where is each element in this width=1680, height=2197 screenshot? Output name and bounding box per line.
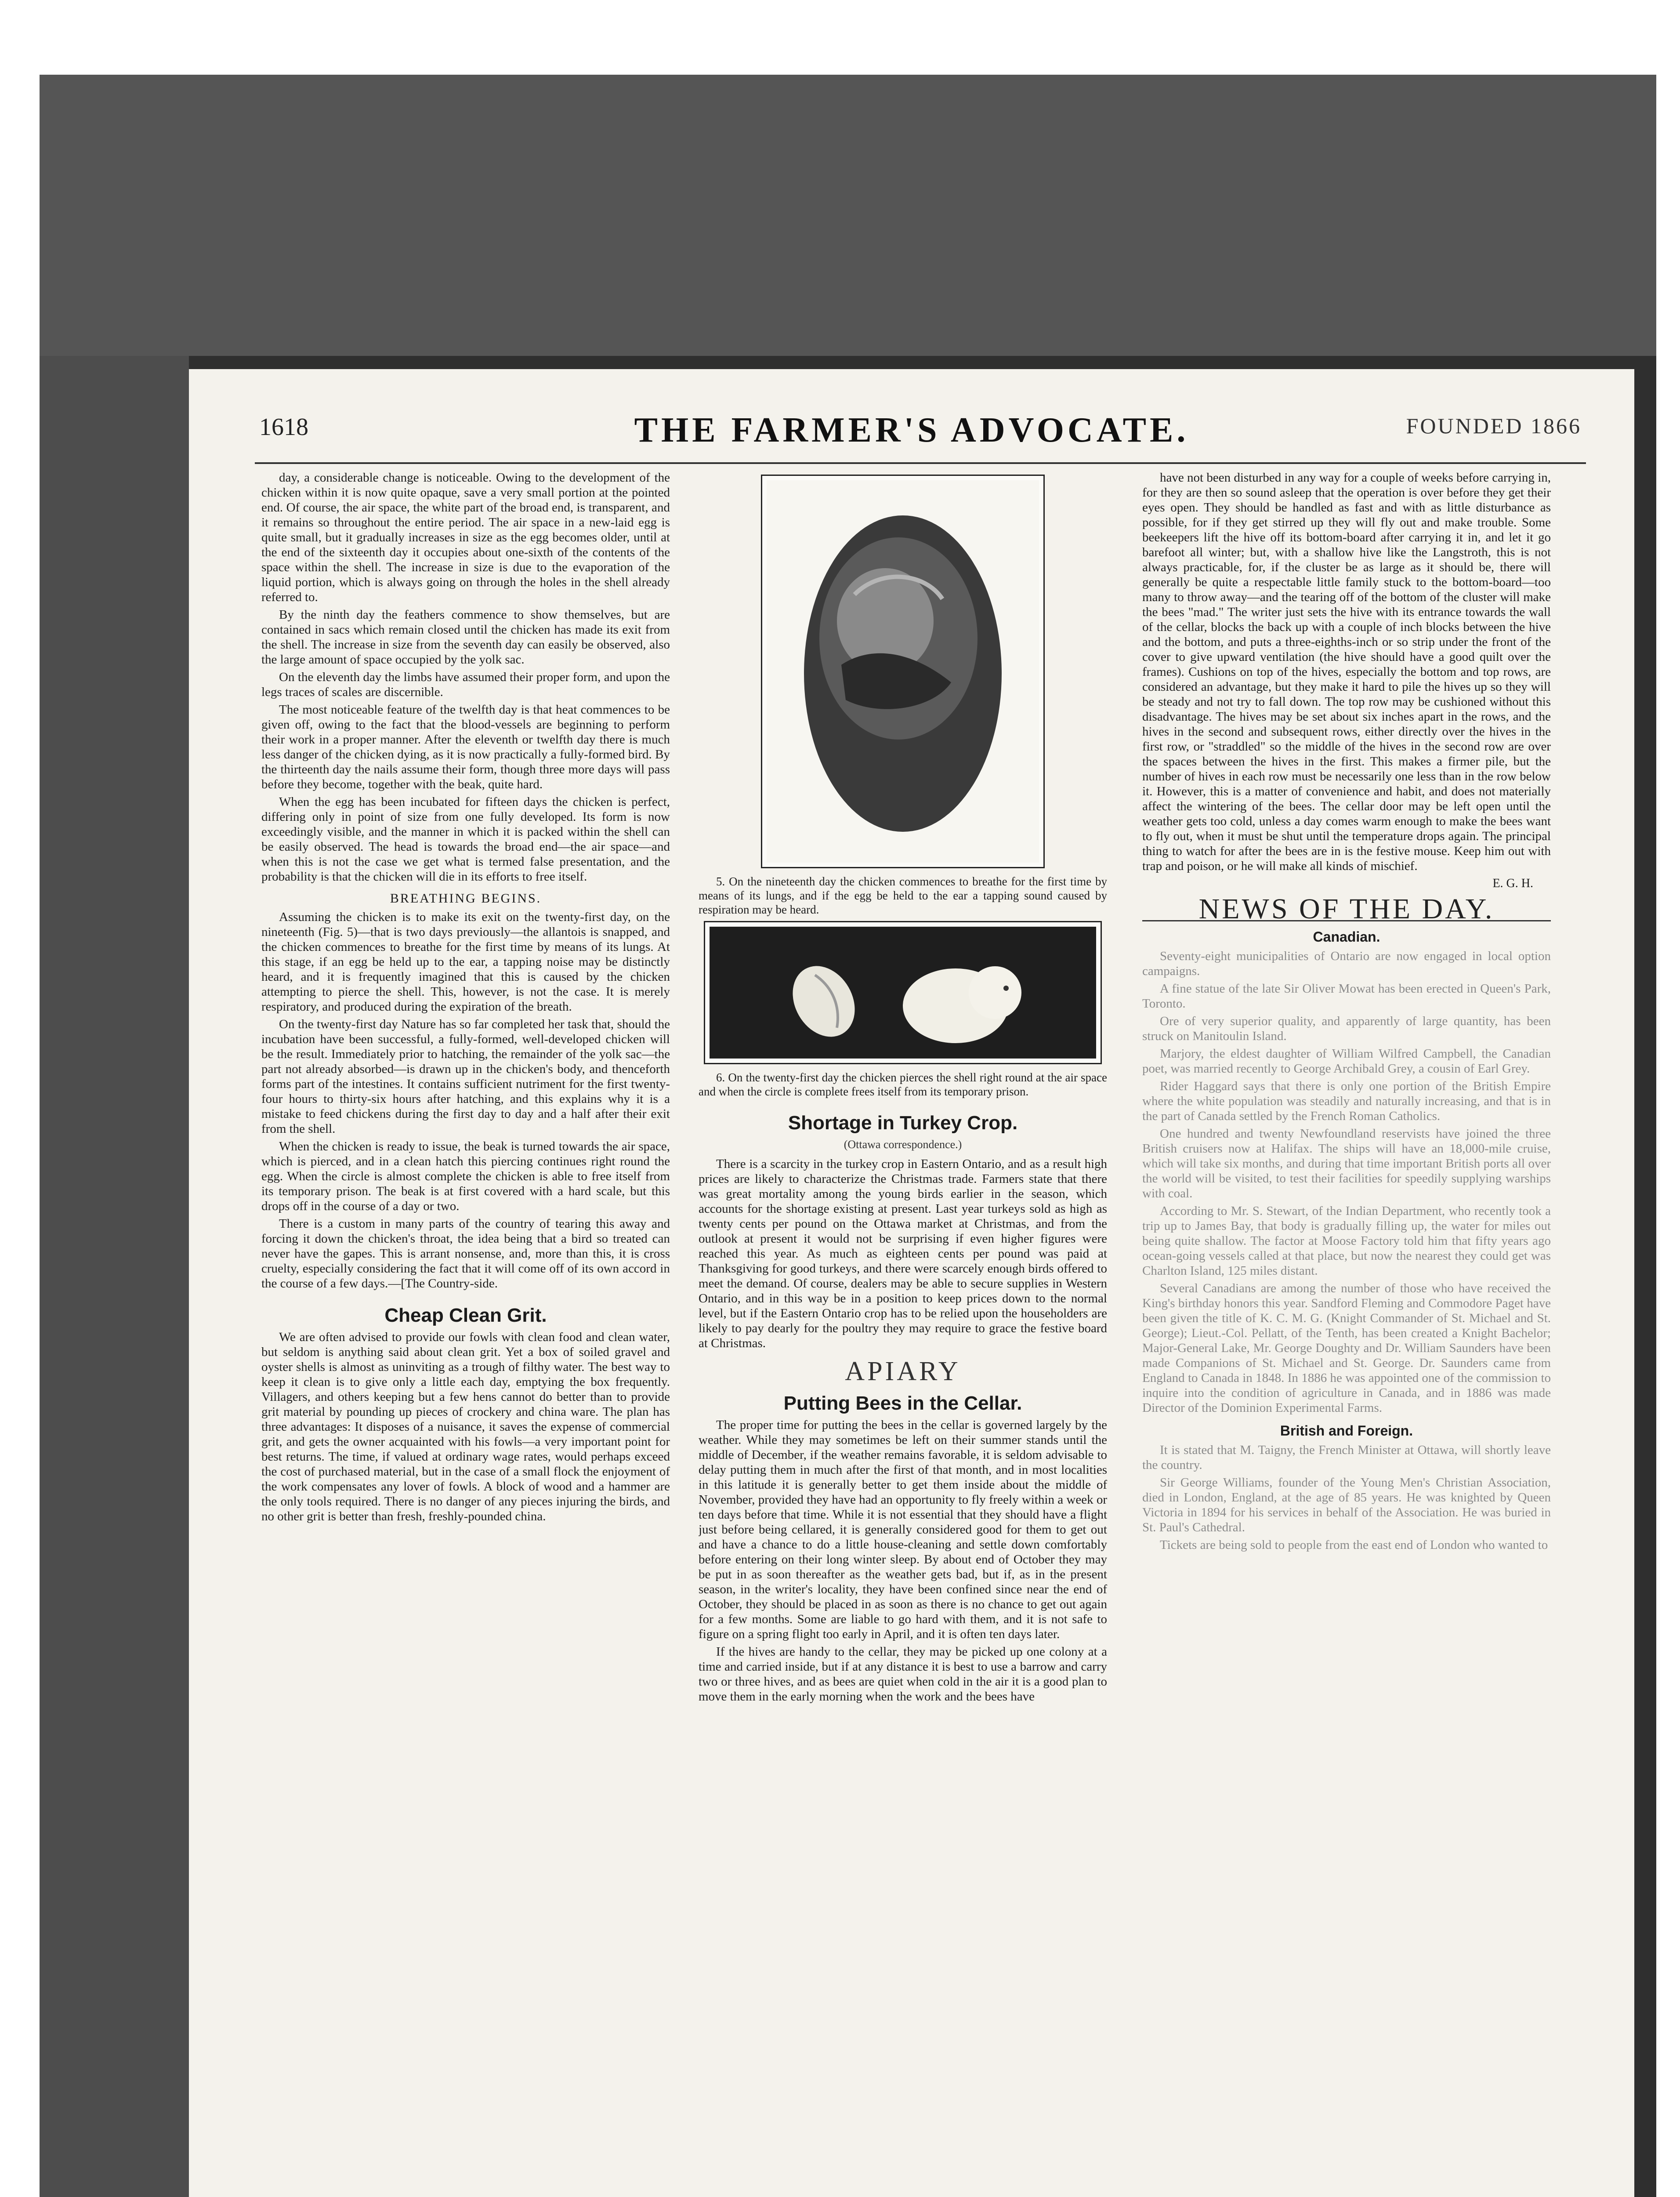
news-item: Several Canadians are among the number of those who have received the King's birthday honors this year. Sandford Fleming and Commodore Paget have been given the title of K. C. M. G. (Knight Commander of St. Michael and St. George); Lieut.-Col. Pellatt, of the Tenth, has been created a Knight Bachelor; Major-General Lake, Mr. George Doughty and Dr. William Saunders have been made Companions of St. Michael and St. George. Dr. Saunders came from England to Canada in 1848. In 1886 he was appointed one of the commission to inquire into the condition of agriculture in Canada, and in 1886 was made Director of the Dominion Experimental Farms.	[1142, 1281, 1551, 1415]
paragraph: By the ninth day the feathers commence to show themselves, but are contained in sacs which remain closed until the chicken has made its exit from the shell. The increase in size from the seventh day can easily be observed, also the large amount of space occupied by the yolk sac.	[261, 608, 670, 667]
paragraph: If the hives are handy to the cellar, they may be picked up one colony at a time and carried inside, but if at any distance it is best to use a barrow and carry two or three hives, and as bees are quiet when cold in the air it is a good plan to move them in the early morning when the work and the bees have	[699, 1645, 1107, 1704]
news-item: Seventy-eight municipalities of Ontario are now engaged in local option campaigns.	[1142, 949, 1551, 978]
news-item: Marjory, the eldest daughter of William Wilfred Campbell, the Canadian poet, was married recently to George Archibald Grey, a cousin of Earl Grey.	[1142, 1047, 1551, 1076]
news-item: A fine statue of the late Sir Oliver Mowat has been erected in Queen's Park, Toronto.	[1142, 982, 1551, 1011]
news-item: Rider Haggard says that there is only one portion of the British Empire where the white population was steadily and naturally increasing, and that is in the part of Canada settled by the French Roman Catholics.	[1142, 1079, 1551, 1123]
paragraph: Assuming the chicken is to make its exit on the twenty-first day, on the nineteenth (Fig. 5)—that is two days previously—the allantois is snapped, and the chicken commences to breathe for the first time by means of its lungs. At this stage, if an egg be held up to the ear, a tapping noise may be distinctly heard, and it is frequently imagined that this is caused by the chicken attempting to pierce the shell. This, however, is not the case. It is merely respiratory, and produced during the expiration of the breath.	[261, 910, 670, 1014]
news-item: According to Mr. S. Stewart, of the Indian Department, who recently took a trip up to James Bay, that body is gradually filling up, the water for miles out being quite shallow. The factor at Moose Factory told him that fifty years ago ocean-going vessels called at that place, but now the nearest they could get was Charlton Island, 125 miles distant.	[1142, 1204, 1551, 1278]
microfilm-left-edge	[40, 356, 189, 2197]
section-heading-apiary: APIARY	[845, 1356, 961, 1386]
running-head	[189, 413, 1634, 457]
paragraph: have not been disturbed in any way for a couple of weeks before carrying in, for they are then so sound asleep that the operation is over before they get their eyes open. They should be handled as fast and with as little disturbance as possible, for if they get stirred up they will fly out and make trouble. Some beekeepers lift the hive off its bottom-board after carrying it in, and let it go barefoot all winter; but, with a shallow hive like the Langstroth, this is not always practicable, for, if the cluster be as large as it should be, there will generally be quite a respectable little family stuck to the bottom-board—too many to throw away—and the tearing off of the bottom of the cluster will make the bees "mad." The writer just sets the hive with its entrance towards the wall of the cellar, blocks the back up with a couple of inch blocks between the hive and the bottom, and puts a three-eighths-inch or so strip under the front of the cover to give upward ventilation (the hive should have a good quilt over the frames). Cushions on top of the hives, especially the bottom and top rows, are considered an advantage, but they make it hard to pile the hives up so they will be steady and not try to fall down. The top row may be cushioned without this disadvantage. The hives may be set about six inches apart in the rows, and the hives in the second and subsequent rows, either directly over the hives in the first row, or "straddled" so the middle of the hives in the second row are over the spaces between the hives in the first. This makes a firmer pile, but the number of hives in each row must be necessarily one less than in the row below it. However, this is a matter of convenience and habit, and does not materially affect the wintering of the bees. The cellar door may be left open until the weather gets too cold, unless a day comes warm enough to make the bees want to fly out, when it must be shut until the temperature drops again. The principal thing to watch for after the bees are in is the festive mouse. Keep him out with trap and poison, or he will make all kinds of mischief.	[1142, 471, 1551, 873]
founded-note: FOUNDED 1866	[1406, 413, 1582, 438]
subheading-breathing: BREATHING BEGINS.	[390, 891, 542, 906]
figure-caption-5: 5. On the nineteenth day the chicken commences to breathe for the first time by means of its lungs, and if the egg be held to the ear a tapping sound caused by respiration may be heard.	[699, 875, 1107, 916]
page-number: 1618	[259, 413, 308, 441]
subheading-canadian: Canadian.	[1313, 929, 1380, 945]
article-title-bees: Putting Bees in the Cellar.	[783, 1392, 1022, 1414]
egg-photo	[761, 475, 1045, 868]
figure-caption-6: 6. On the twenty-first day the chicken pierces the shell right round at the air space and when the circle is complete frees itself from its temporary prison.	[699, 1071, 1107, 1098]
column-2	[699, 470, 1107, 2197]
news-item: Sir George Williams, founder of the Young Men's Christian Association, died in London, England, at the age of 85 years. He was knighted by Queen Victoria in 1894 for his services in behalf of the Association. He was buried in St. Paul's Cathedral.	[1142, 1476, 1551, 1534]
paragraph: day, a considerable change is noticeable. Owing to the development of the chicken within it is now quite opaque, save a very small portion at the pointed end. Of course, the air space, the white part of the broad end, is transparent, and it remains so throughout the entire period. The air space in a new-laid egg is quite small, but it gradually increases in size as the egg becomes older, until at the end of the sixteenth day it occupies about one-sixth of the contents of the space within the shell. The increase in size is due to the evaporation of the liquid portion, which is always going on through the holes in the shell already referred to.	[261, 471, 670, 604]
article-title-grit: Cheap Clean Grit.	[384, 1305, 547, 1326]
microfilm-top-edge	[40, 75, 1656, 356]
hatching-chick-illustration-icon	[710, 927, 1096, 1059]
news-item: It is stated that M. Taigny, the French Minister at Ottawa, will shortly leave the country.	[1142, 1443, 1551, 1472]
paragraph: When the chicken is ready to issue, the beak is turned towards the air space, which is pierced, and in a clean hatch this piercing continues right round the egg. When the circle is almost complete the chicken is able to free itself from its temporary prison. The beak is at first covered with a hard scale, but this drops off in the course of a day or two.	[261, 1139, 670, 1213]
paragraph: There is a scarcity in the turkey crop in Eastern Ontario, and as a result high prices are likely to characterize the Christmas trade. Farmers state that there was great mortality among the young birds earlier in the season, which accounts for the shortage existing at present. Last year turkeys sold as high as twenty cents per pound on the Ottawa market at Christmas, and from the outlook at present it would not be surprising if even higher figures were reached this year. As much as eighteen cents per pound was paid at Thanksgiving for good turkeys, and there were scarcely enough birds offered to meet the demand. Of course, dealers may be able to secure supplies in Western Ontario, and in this way be in a position to keep prices down to the normal level, but if the Eastern Ontario crop has to be relied upon the householders are likely to pay dearly for the poultry they may require to grace the festive board at Christmas.	[699, 1157, 1107, 1350]
paragraph: The most noticeable feature of the twelfth day is that heat commences to be given off, owing to the fact that the blood-vessels are beginning to perform their work in a proper manner. After the eleventh or twelfth day there is much less danger of the chicken dying, as it is now practically a fully-formed bird. By the thirteenth day the nails assume their form, though three more days will pass before they become, together with the beak, quite hard.	[261, 703, 670, 791]
masthead: THE FARMER'S ADVOCATE.	[634, 411, 1189, 450]
header-rule	[255, 462, 1586, 464]
signature-initials: E. G. H.	[1492, 877, 1533, 890]
column-1	[261, 470, 670, 2197]
news-item: Tickets are being sold to people from the east end of London who wanted to	[1160, 1538, 1548, 1552]
chick-photo	[704, 921, 1102, 1064]
paragraph: We are often advised to provide our fowls with clean food and clean water, but seldom is anything said about clean grit. Yet a box of soiled gravel and oyster shells is almost as uninviting as a trough of filthy water. The best way to keep it clean is to give only a little each day, emptying the box frequently. Villagers, and others keeping but a few hens cannot do better than to provide grit material by pounding up pieces of crockery and china ware. The plan has three advantages: It disposes of a nuisance, it saves the expense of commercial grit, and gets the owner acquainted with his fowls—a very important point for best returns. The time, if valued at ordinary wage rates, would perhaps exceed the cost of purchased material, but in the case of a small flock the enjoyment of the work compensates any lover of fowls. A block of wood and a hammer are the only tools required. There is no danger of any pieces injuring the birds, and no other grit is better than fresh, freshly-pounded china.	[261, 1330, 670, 1523]
paragraph: The proper time for putting the bees in the cellar is governed largely by the weather. While they may sometimes be left on their summer stands until the middle of December, if the weather remains favorable, it is seldom advisable to delay putting them in much after the first of that month, and in most localities in this latitude it is generally better to get them inside about the middle of November, provided they have had an opportunity to fly freely within a week or ten days before that time. While it is not essential that they should have a flight just before being cellared, it is generally considered good for them to get out and have a chance to do a little house-cleaning and settle down comfortably before entering on their long winter sleep. By about end of October they may be put in as soon thereafter as the weather gets bad, but if, as in the present season, in the writer's locality, they have been confined since near the end of October, they should be placed in as soon as there is no chance to get out again for a few months. Some are liable to go hard with them, and it is not safe to figure on a spring flight too early in April, and it is often ten days later.	[699, 1418, 1107, 1641]
news-item: Ore of very superior quality, and apparently of large quantity, has been struck on Manitoulin Island.	[1142, 1014, 1551, 1043]
news-item: One hundred and twenty Newfoundland reservists have joined the three British cruisers now at Halifax. The ships will have an 18,000-mile cruise, which will take six months, and during that time important British ports all over the world will be visited, to test their facilities for speedily supplying warships with coal.	[1142, 1127, 1551, 1200]
article-title-turkey: Shortage in Turkey Crop.	[788, 1112, 1018, 1134]
paragraph: When the egg has been incubated for fifteen days the chicken is perfect, differing only in point of size from one fully developed. Its form is now exceedingly visible, and the manner in which it is packed within the shell can be easily observed. The head is towards the broad end—the air space—and when this is not the case we get what is termed false presentation, and the probability is that the chicken will die in its efforts to free itself.	[261, 795, 670, 884]
paragraph: On the twenty-first day Nature has so far completed her task that, should the incubation have been successful, a fully-formed, well-developed chicken will be the result. Immediately prior to hatching, the remainder of the yolk sac—the part not already absorbed—is drawn up in the chicken's body, and thenceforth forms part of the intestines. It contains sufficient nutriment for the first twenty-four hours to thirty-six hours after hatching, and this explains why it is a mistake to feed chickens during the first day to day and a half after their exit from the shell.	[261, 1017, 670, 1136]
subheading-british-foreign: British and Foreign.	[1280, 1423, 1413, 1439]
newspaper-page	[189, 369, 1634, 2197]
section-heading-news: NEWS OF THE DAY.	[1142, 902, 1551, 921]
egg-illustration-icon	[767, 480, 1039, 863]
paragraph: There is a custom in many parts of the country of tearing this away and forcing it down the chicken's throat, the idea being that a bird so treated can never have the gapes. This is arrant nonsense, and, more than this, it is cross cruelty, especially considering the fact that it will come off of its own accord in the course of a few days.—[The Country-side.	[261, 1217, 670, 1291]
paragraph: On the eleventh day the limbs have assumed their proper form, and upon the legs traces of scales are discernible.	[261, 670, 670, 699]
column-3	[1142, 470, 1551, 2197]
article-subtitle-turkey: (Ottawa correspondence.)	[844, 1138, 962, 1151]
